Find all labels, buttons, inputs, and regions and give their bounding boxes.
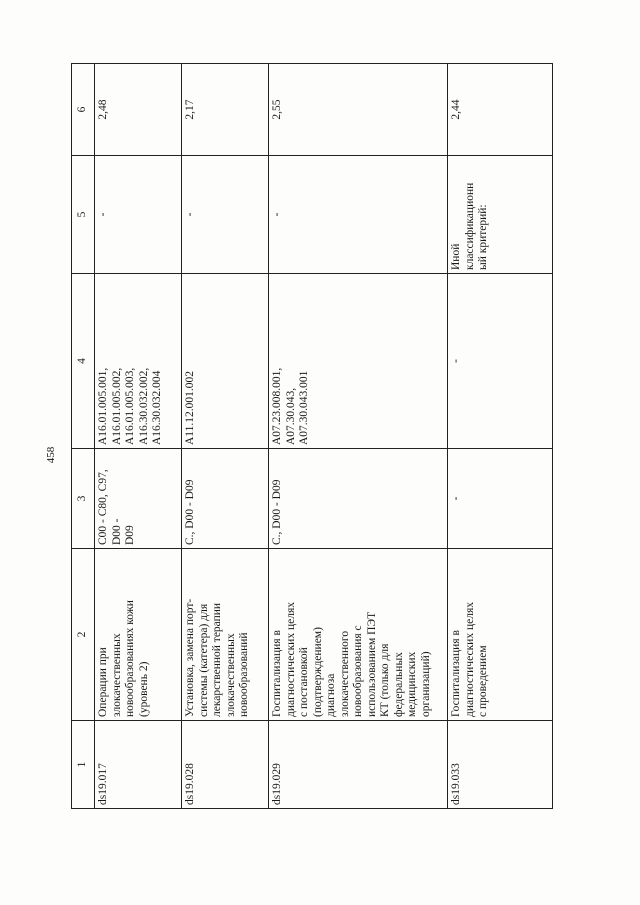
service-cell: A11.12.001.002: [182, 274, 269, 449]
table-row: [269, 64, 448, 809]
column-header: 2: [72, 549, 95, 721]
service-cell: A16.01.005.001, A16.01.005.002, A16.01.005.003, A16.30.032.002, A16.30.032.004: [95, 274, 182, 449]
table-row: [95, 64, 182, 809]
table-row: [182, 64, 269, 809]
tariff-table: [71, 63, 553, 809]
coefficient-cell: 2,17: [182, 64, 269, 156]
service-cell: A07.23.008.001, A07.30.043, A07.30.043.001: [269, 274, 448, 449]
column-header: 1: [72, 721, 95, 809]
name-cell: Операции при злокачественных новообразованиях кожи (уровень 2): [95, 549, 182, 721]
criterion-cell: -: [269, 156, 448, 274]
diagnosis-cell: C., D00 - D09: [182, 449, 269, 549]
criterion-cell: -: [95, 156, 182, 274]
table-wrapper: [71, 64, 551, 809]
name-cell: Установка, замена порт- системы (катетера) для лекарственной терапии злокачественных новообразований: [182, 549, 269, 721]
coefficient-cell: 2,44: [448, 64, 553, 156]
rotated-table-container: [71, 64, 551, 809]
name-cell: Госпитализация в диагностических целях с проведением: [448, 549, 553, 721]
criterion-cell: Иной классификационн ый критерий:: [448, 156, 553, 274]
code-cell: ds19.033: [448, 721, 553, 809]
coefficient-cell: 2,55: [269, 64, 448, 156]
service-cell: -: [448, 274, 553, 449]
diagnosis-cell: C., D00 - D09: [269, 449, 448, 549]
column-header: 4: [72, 274, 95, 449]
code-cell: ds19.029: [269, 721, 448, 809]
column-header: 3: [72, 449, 95, 549]
criterion-cell: -: [182, 156, 269, 274]
header-row: [72, 64, 95, 809]
code-cell: ds19.017: [95, 721, 182, 809]
table-row: [448, 64, 553, 809]
code-cell: ds19.028: [182, 721, 269, 809]
page-number: 458: [45, 446, 57, 464]
column-header: 5: [72, 156, 95, 274]
column-header: 6: [72, 64, 95, 156]
diagnosis-cell: -: [448, 449, 553, 549]
name-cell: Госпитализация в диагностических целях с постановкой (подтверждением) диагноза злокачественного новообразования с использованием ПЭТ КТ (только для федеральных медицинских организаций): [269, 549, 448, 721]
coefficient-cell: 2,48: [95, 64, 182, 156]
diagnosis-cell: C00 - C80, C97, D00 - D09: [95, 449, 182, 549]
